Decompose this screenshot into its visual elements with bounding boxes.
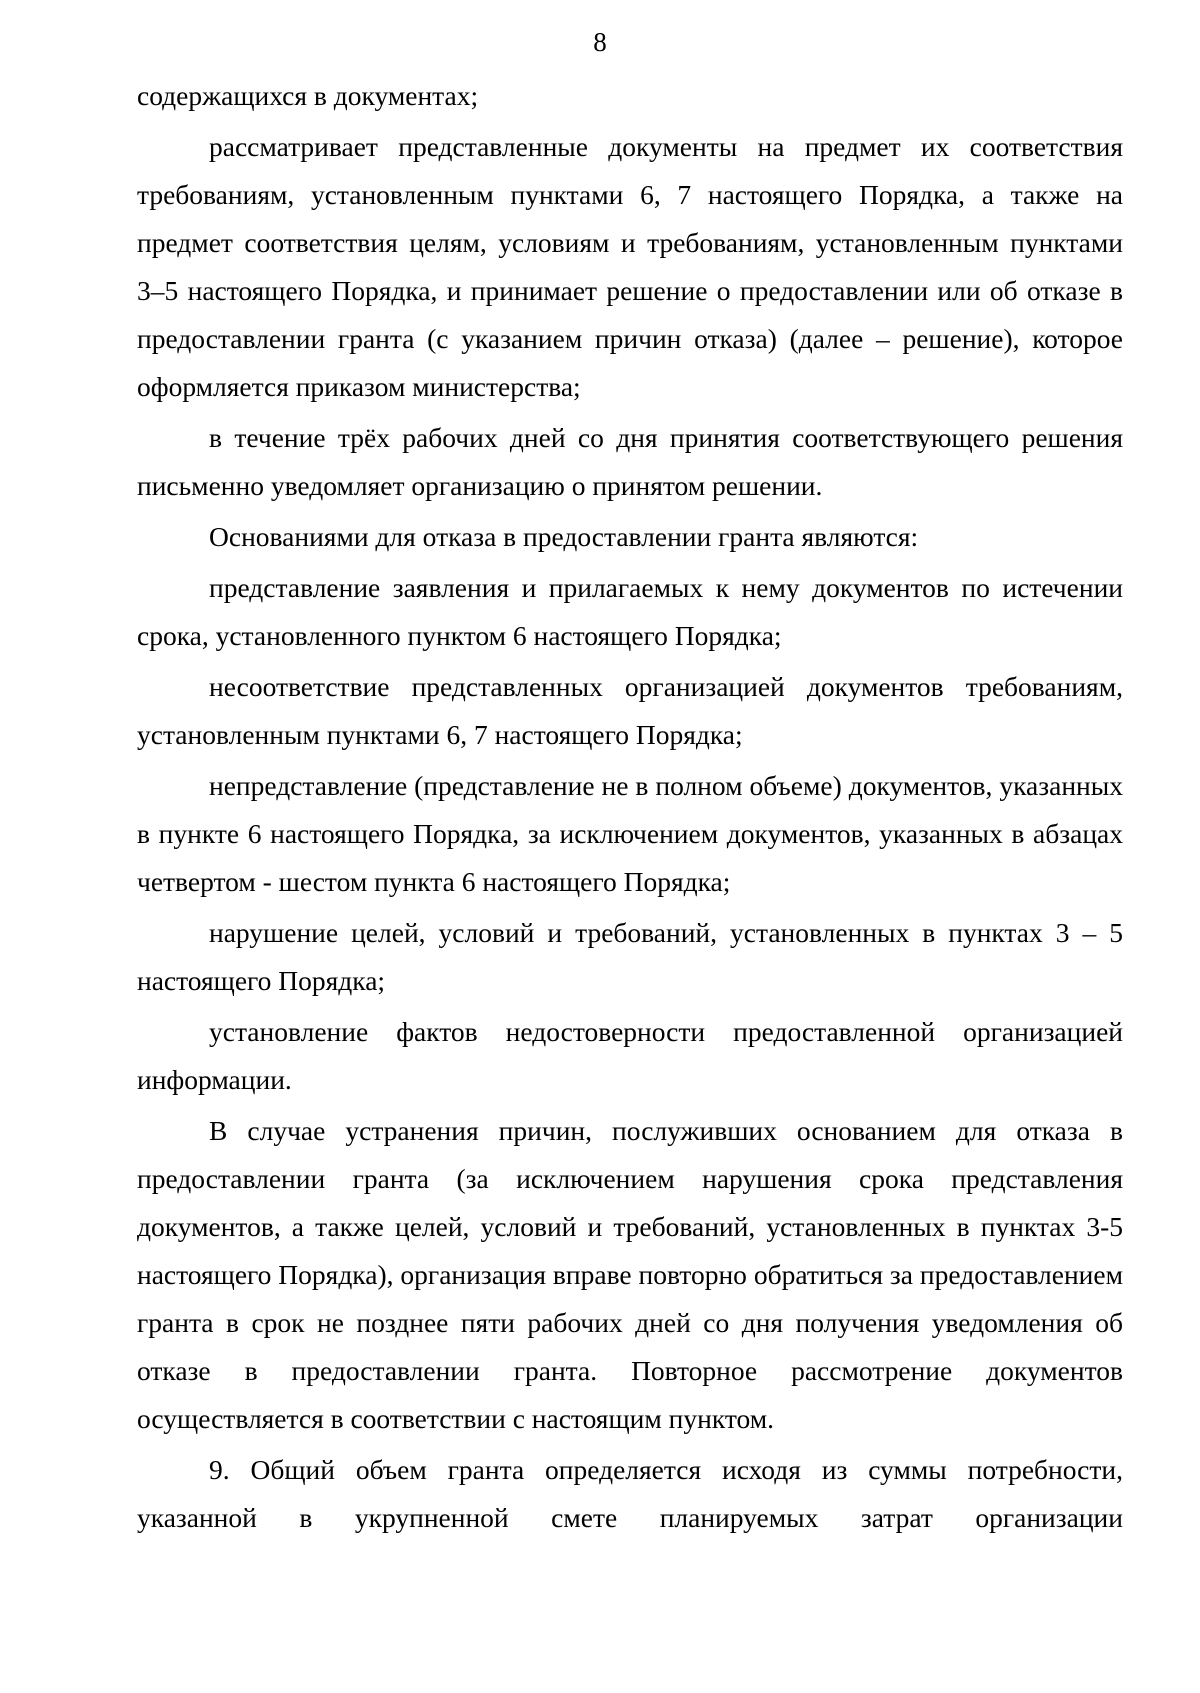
- paragraph-ground-noncompliance: несоответствие представленных организацией документов требованиям, установленным пунктами 6, 7 настоящего Порядка;: [137, 671, 1123, 750]
- page-number: 8: [593, 27, 607, 57]
- paragraph-grant-volume: 9. Общий объем гранта определяется исходя из суммы потребности, указанной в укрупненной смете планируемых затрат организации: [137, 1454, 1123, 1533]
- paragraph-refusal-grounds-heading: Основаниями для отказа в предоставлении гранта являются:: [209, 521, 919, 552]
- paragraph-continuation: содержащихся в документах;: [137, 80, 479, 111]
- paragraph-ground-false-info: установление фактов недостоверности предоставленной организацией информации.: [137, 1016, 1123, 1095]
- paragraph-ground-late-submission: представление заявления и прилагаемых к нему документов по истечении срока, установленного пунктом 6 настоящего Порядка;: [137, 572, 1123, 651]
- paragraph-notify-organization: в течение трёх рабочих дней со дня принятия соответствующего решения письменно уведомляет организацию о принятом решении.: [137, 422, 1123, 501]
- paragraph-ground-incomplete: непредставление (представление не в полном объеме) документов, указанных в пункте 6 настоящего Порядка, за исключением документов, указанных в абзацах четвертом - шестом пункта 6 настоящего Порядка;: [137, 770, 1123, 897]
- paragraph-review-documents: рассматривает представленные документы на предмет их соответствия требованиям, установленным пунктами 6, 7 настоящего Порядка, а также на предмет соответствия целям, условиям и требованиям, установленным пунктами 3–5 настоящего Порядка, и принимает решение о предоставлении или об отказе в предоставлении гранта (с указанием причин отказа) (далее – решение), которое оформляется приказом министерства;: [137, 131, 1123, 402]
- paragraph-ground-violation: нарушение целей, условий и требований, установленных в пунктах 3 – 5 настоящего Порядка;: [137, 917, 1123, 996]
- paragraph-resubmission: В случае устранения причин, послуживших основанием для отказа в предоставлении гранта (за исключением нарушения срока представления документов, а также целей, условий и требований, установленных в пунктах 3-5 настоящего Порядка), организация вправе повторно обратиться за предоставлением гранта в срок не позднее пяти рабочих дней со дня получения уведомления об отказе в предоставлении гранта. Повторное рассмотрение документов осуществляется в соответствии с настоящим пунктом.: [137, 1115, 1123, 1434]
- document-body: [137, 72, 1123, 1545]
